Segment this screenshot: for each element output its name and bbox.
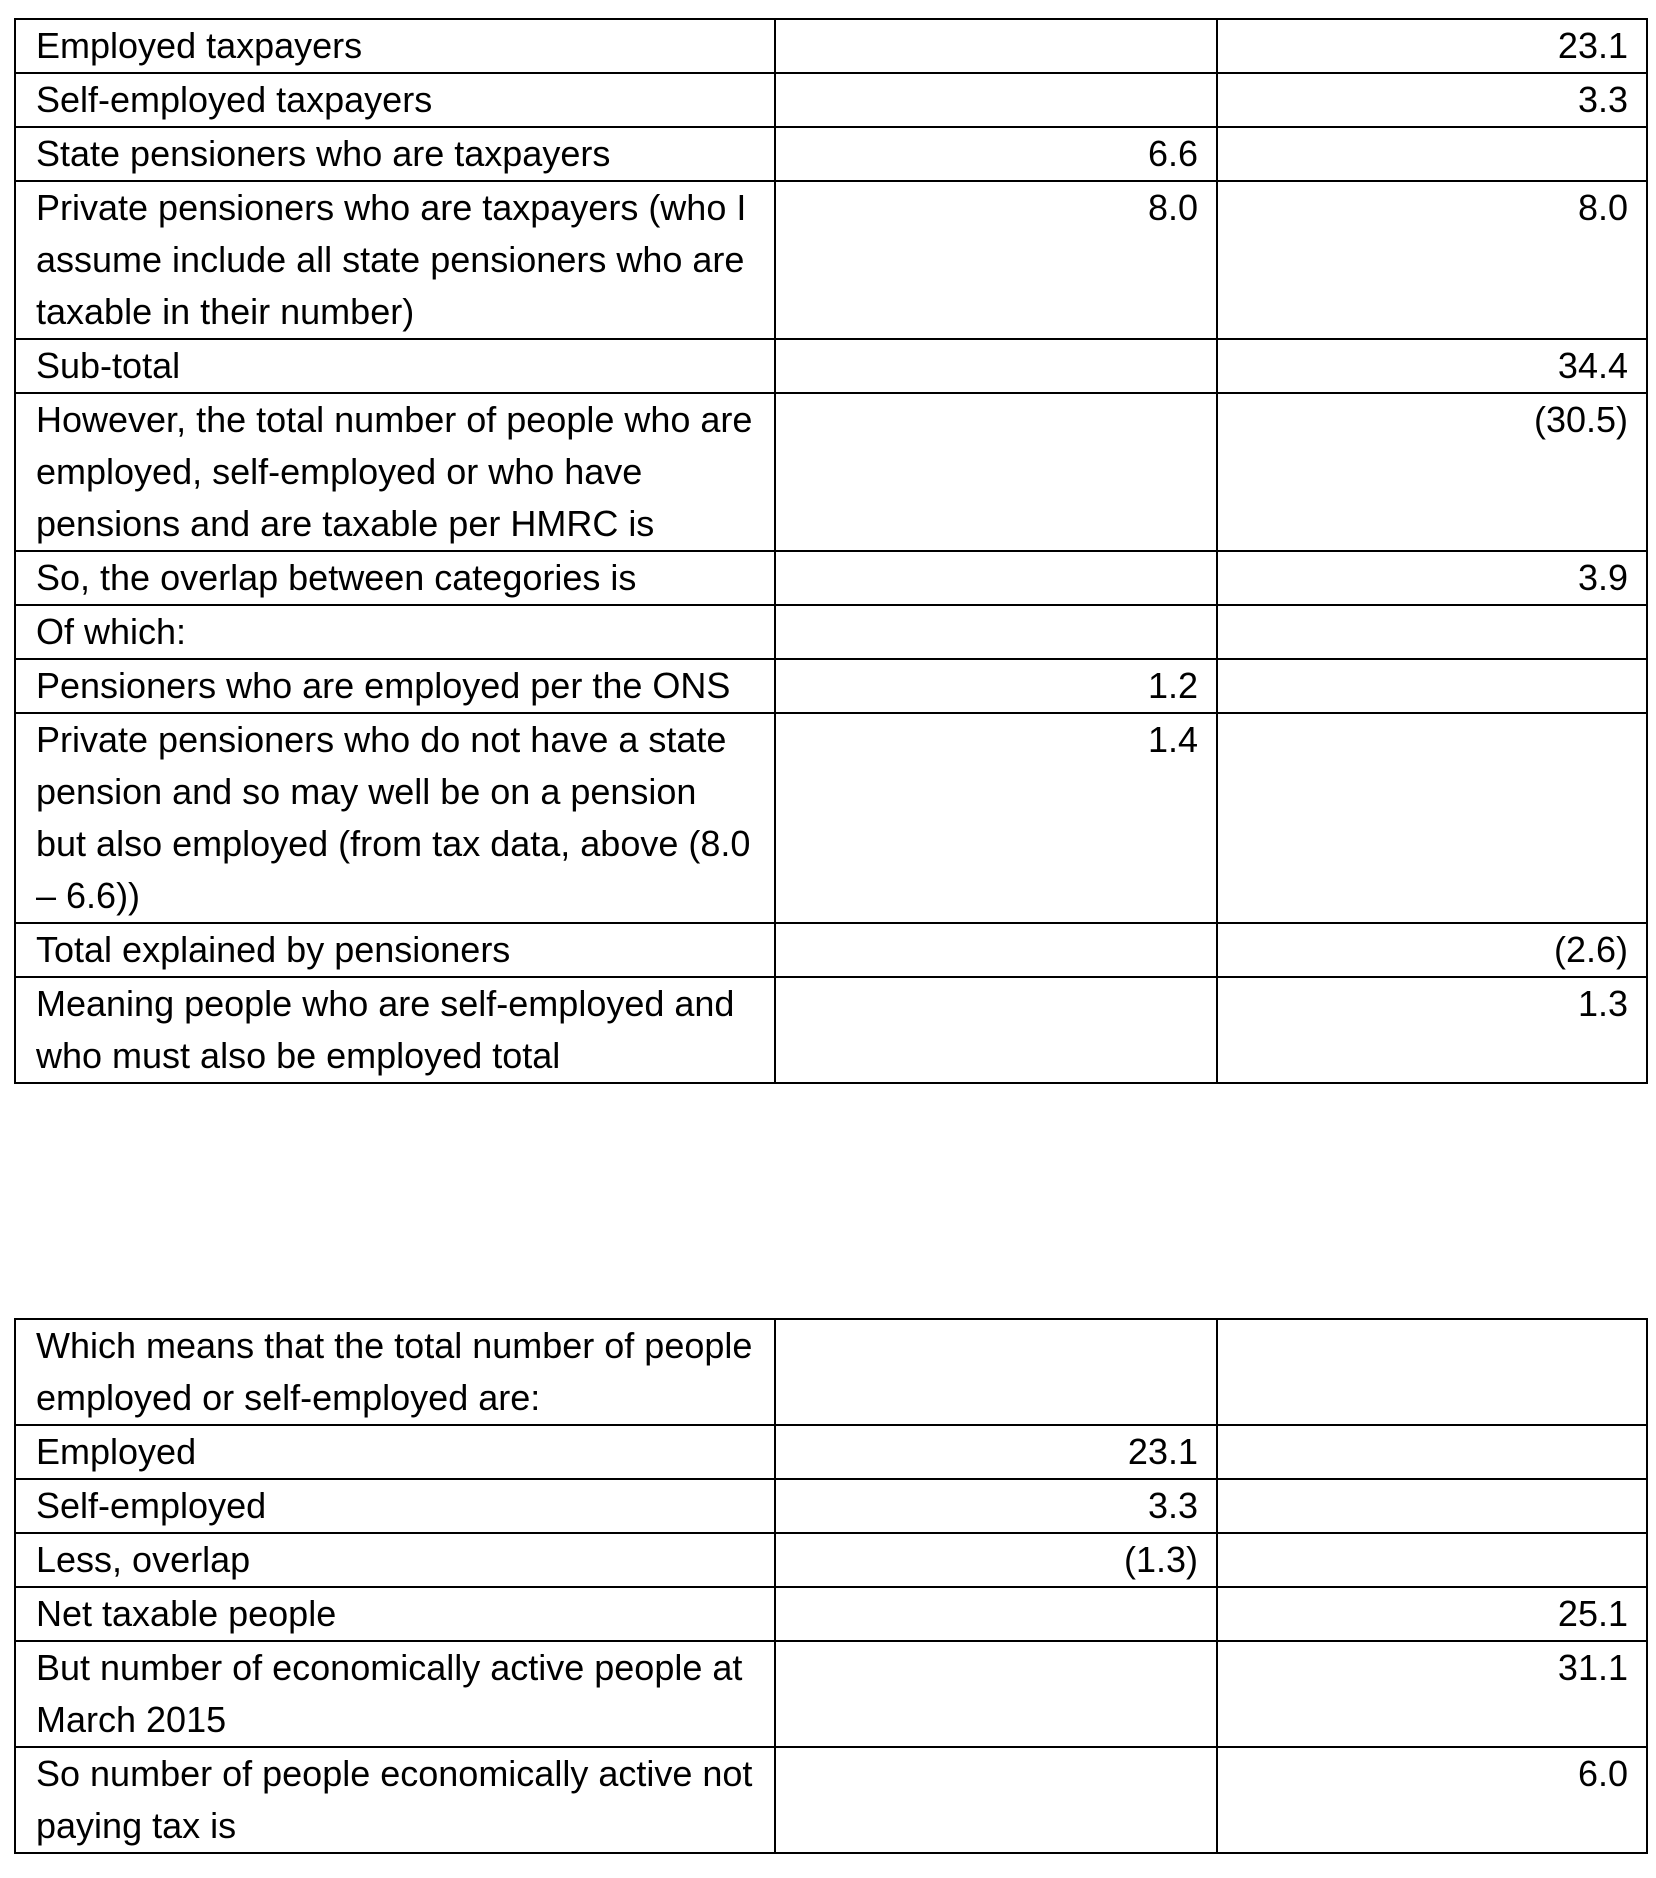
- row-label: Less, overlap: [15, 1533, 775, 1587]
- sub-value: [775, 73, 1217, 127]
- sub-value: [775, 1747, 1217, 1853]
- sub-value: [775, 605, 1217, 659]
- table-row: [15, 127, 1647, 181]
- sub-value: [775, 923, 1217, 977]
- total-value: [1217, 1425, 1647, 1479]
- sub-value: [775, 339, 1217, 393]
- row-label: Self-employed taxpayers: [15, 73, 775, 127]
- table-row: [15, 1641, 1647, 1747]
- sub-value: 1.2: [775, 659, 1217, 713]
- row-label: Pensioners who are employed per the ONS: [15, 659, 775, 713]
- total-value: 6.0: [1217, 1747, 1647, 1853]
- total-value: [1217, 713, 1647, 923]
- row-label: State pensioners who are taxpayers: [15, 127, 775, 181]
- row-label: So, the overlap between categories is: [15, 551, 775, 605]
- row-label: Net taxable people: [15, 1587, 775, 1641]
- row-label: But number of economically active people at March 2015: [15, 1641, 775, 1747]
- total-value: 23.1: [1217, 19, 1647, 73]
- sub-value: [775, 551, 1217, 605]
- total-value: [1217, 605, 1647, 659]
- table-row: [15, 73, 1647, 127]
- row-label: However, the total number of people who are employed, self-employed or who have pensions and are taxable per HMRC is: [15, 393, 775, 551]
- table-row: [15, 605, 1647, 659]
- row-label: Self-employed: [15, 1479, 775, 1533]
- row-label: Private pensioners who are taxpayers (who I assume include all state pensioners who are taxable in their number): [15, 181, 775, 339]
- sub-value: [775, 393, 1217, 551]
- total-value: 34.4: [1217, 339, 1647, 393]
- table-row: [15, 713, 1647, 923]
- row-label: Sub-total: [15, 339, 775, 393]
- sub-value: 8.0: [775, 181, 1217, 339]
- table-row: [15, 1479, 1647, 1533]
- row-label: Employed taxpayers: [15, 19, 775, 73]
- table-row: [15, 19, 1647, 73]
- table-row: [15, 1587, 1647, 1641]
- row-label: Meaning people who are self-employed and who must also be employed total: [15, 977, 775, 1083]
- total-value: [1217, 1319, 1647, 1425]
- net-taxable-people-table: [14, 1318, 1648, 1854]
- table-row: [15, 1319, 1647, 1425]
- overlap-calculation-table: [14, 18, 1648, 1084]
- sub-value: [775, 1641, 1217, 1747]
- total-value: (30.5): [1217, 393, 1647, 551]
- table-row: [15, 1533, 1647, 1587]
- sub-value: [775, 977, 1217, 1083]
- total-value: (2.6): [1217, 923, 1647, 977]
- row-label: Total explained by pensioners: [15, 923, 775, 977]
- total-value: 25.1: [1217, 1587, 1647, 1641]
- sub-value: 1.4: [775, 713, 1217, 923]
- row-label: Of which:: [15, 605, 775, 659]
- total-value: [1217, 659, 1647, 713]
- sub-value: [775, 1587, 1217, 1641]
- table-row: [15, 393, 1647, 551]
- sub-value: 6.6: [775, 127, 1217, 181]
- table-row: [15, 339, 1647, 393]
- row-label: Which means that the total number of people employed or self-employed are:: [15, 1319, 775, 1425]
- table-row: [15, 923, 1647, 977]
- sub-value: [775, 1319, 1217, 1425]
- table-row: [15, 659, 1647, 713]
- total-value: [1217, 1533, 1647, 1587]
- sub-value: 23.1: [775, 1425, 1217, 1479]
- total-value: 3.3: [1217, 73, 1647, 127]
- total-value: [1217, 1479, 1647, 1533]
- sub-value: [775, 19, 1217, 73]
- sub-value: 3.3: [775, 1479, 1217, 1533]
- row-label: Private pensioners who do not have a state pension and so may well be on a pension but also employed (from tax data, above (8.0 – 6.6)): [15, 713, 775, 923]
- table-row: [15, 1425, 1647, 1479]
- total-value: [1217, 127, 1647, 181]
- table-row: [15, 551, 1647, 605]
- total-value: 8.0: [1217, 181, 1647, 339]
- total-value: 31.1: [1217, 1641, 1647, 1747]
- table-row: [15, 181, 1647, 339]
- table-row: [15, 1747, 1647, 1853]
- total-value: 1.3: [1217, 977, 1647, 1083]
- row-label: Employed: [15, 1425, 775, 1479]
- total-value: 3.9: [1217, 551, 1647, 605]
- sub-value: (1.3): [775, 1533, 1217, 1587]
- table-row: [15, 977, 1647, 1083]
- row-label: So number of people economically active not paying tax is: [15, 1747, 775, 1853]
